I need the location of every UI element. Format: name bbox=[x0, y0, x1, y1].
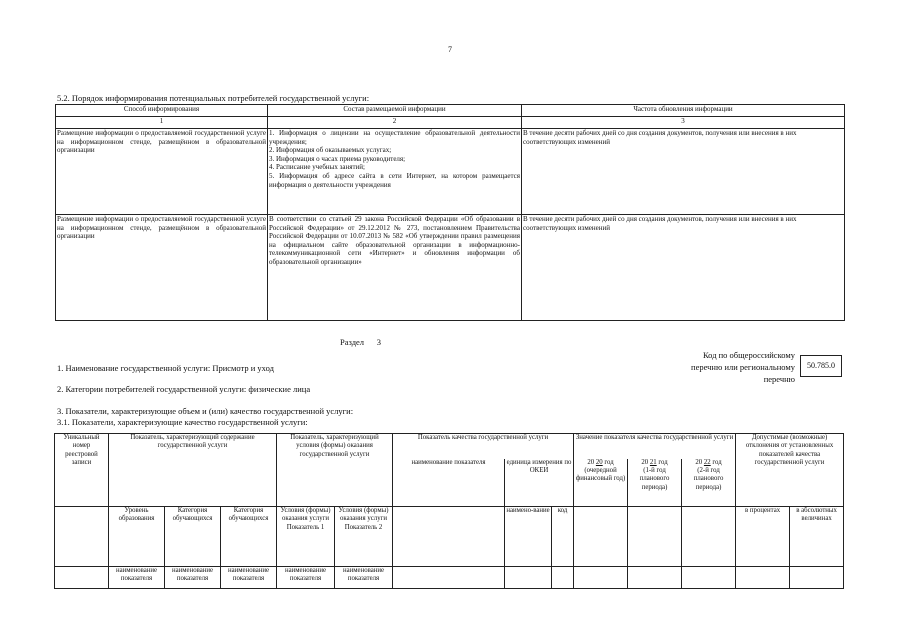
content-cell: В соответствии со статьей 29 закона Российской Федерации «Об образовании в Российской Федерации» от 29.12.2012 № 273, постановлением Правительства Российской Федерации от 10.07.2013 № 582 «Об утверждении правил размещения на официальном сайте образовательной организации в информационно-телекоммуникационной сети «Интернет» и обновления информации об образовательной организации» bbox=[268, 215, 522, 321]
col-deviation: Допустимые (возможные) отклонения от установленных показателей качества государственной услуги bbox=[736, 434, 844, 507]
empty-cell bbox=[393, 567, 505, 589]
empty-cell bbox=[790, 567, 844, 589]
content-line: 3. Информация о часах приема руководителя; bbox=[269, 154, 406, 163]
name-label: наименование показателя bbox=[335, 567, 393, 589]
info-heading: 5.2. Порядок информирования потенциальных потребителей государственной услуги: bbox=[57, 93, 370, 103]
sub-percent: в процентах bbox=[736, 507, 790, 567]
sub-code: код bbox=[552, 507, 574, 567]
table-row bbox=[56, 215, 845, 321]
content-line: 4. Расписание учебных занятий; bbox=[269, 163, 365, 172]
header-content: Состав размещаемой информации bbox=[268, 105, 522, 117]
col-unique: Уникальный номер реестровой записи bbox=[55, 434, 109, 507]
sub-condition-1: Условия (формы) оказания услуги Показатель 1 bbox=[277, 507, 335, 567]
empty-cell bbox=[552, 567, 574, 589]
col-content: Показатель, характеризующий содержание государственной услуги bbox=[109, 434, 277, 507]
empty-cell bbox=[628, 507, 682, 567]
name-label: наименование показателя bbox=[109, 567, 165, 589]
empty-cell bbox=[55, 567, 109, 589]
col-year-1: 20 20 год (очередной финансовый год) bbox=[574, 459, 628, 507]
col-quality: Показатель качества государственной услуги bbox=[393, 434, 574, 459]
sub-category-1: Категория обучающихся bbox=[165, 507, 221, 567]
name-label: наименование показателя bbox=[277, 567, 335, 589]
content-cell bbox=[268, 129, 522, 215]
quality-heading: 3.1. Показатели, характеризующие качество государственной услуги: bbox=[57, 417, 308, 427]
name-label: наименование показателя bbox=[165, 567, 221, 589]
sub-level: Уровень образования bbox=[109, 507, 165, 567]
frequency-cell: В течение десяти рабочих дней со дня создания документов, получения или внесения в них соответствующих изменений bbox=[522, 215, 845, 321]
empty-cell bbox=[736, 567, 790, 589]
empty-cell bbox=[55, 507, 109, 567]
section-title: Раздел 3 bbox=[340, 337, 382, 347]
sub-unit-name: наимено-вание bbox=[505, 507, 552, 567]
col-conditions: Показатель, характеризующий условия (формы) оказания государственной услуги bbox=[277, 434, 393, 507]
page-number: 7 bbox=[448, 45, 452, 54]
col-number: 3 bbox=[522, 117, 845, 129]
col-value: Значение показателя качества государственной услуги bbox=[574, 434, 736, 459]
empty-cell bbox=[505, 567, 552, 589]
empty-cell bbox=[574, 567, 628, 589]
sub-absolute: в абсолютных величинах bbox=[790, 507, 844, 567]
col-number: 2 bbox=[268, 117, 522, 129]
col-year-2: 20 21 год (1-й год планового периода) bbox=[628, 459, 682, 507]
quality-table bbox=[54, 433, 844, 589]
col-year-3: 20 22 год (2-й год планового периода) bbox=[682, 459, 736, 507]
header-method: Способ информирования bbox=[56, 105, 268, 117]
empty-cell bbox=[682, 507, 736, 567]
empty-cell bbox=[574, 507, 628, 567]
consumers: 2. Категории потребителей государственной услуги: физические лица bbox=[57, 384, 311, 394]
empty-cell bbox=[682, 567, 736, 589]
table-row bbox=[56, 129, 845, 215]
method-cell: Размещение информации о предоставляемой государственной услуге на информационном стенде, размещённом в образовательной организации bbox=[56, 215, 268, 321]
content-line: 2. Информация об оказываемых услугах; bbox=[269, 146, 392, 155]
content-line: 5. Информация об адресе сайта в сети Интернет, на котором размещается информация о деятельности учреждения bbox=[269, 171, 520, 189]
method-cell: Размещение информации о предоставляемой государственной услуге на информационном стенде, размещённом в образовательной организации bbox=[56, 129, 268, 215]
service-name: 1. Наименование государственной услуги: Присмотр и уход bbox=[57, 363, 274, 373]
content-line: 1. Информация о лицензии на осуществление образовательной деятельности учреждения; bbox=[269, 129, 520, 146]
col-indicator-name: наименование показателя bbox=[393, 459, 505, 507]
code-label: Код по общероссийскому перечню или региональному перечню bbox=[691, 350, 795, 384]
sub-condition-2: Условия (формы) оказания услуги Показатель 2 bbox=[335, 507, 393, 567]
code-value: 50.785.0 bbox=[800, 355, 842, 377]
empty-cell bbox=[628, 567, 682, 589]
indicators-heading: 3. Показатели, характеризующие объем и (или) качество государственной услуги: bbox=[57, 406, 354, 416]
frequency-cell: В течение десяти рабочих дней со дня создания документов, получения или внесения в них соответствующих изменений bbox=[522, 129, 845, 215]
information-table bbox=[55, 104, 845, 321]
col-unit: единица измерения по ОКЕИ bbox=[505, 459, 574, 507]
empty-cell bbox=[393, 507, 505, 567]
name-label: наименование показателя bbox=[221, 567, 277, 589]
col-number: 1 bbox=[56, 117, 268, 129]
sub-category-2: Категория обучающихся bbox=[221, 507, 277, 567]
header-frequency: Частота обновления информации bbox=[522, 105, 845, 117]
